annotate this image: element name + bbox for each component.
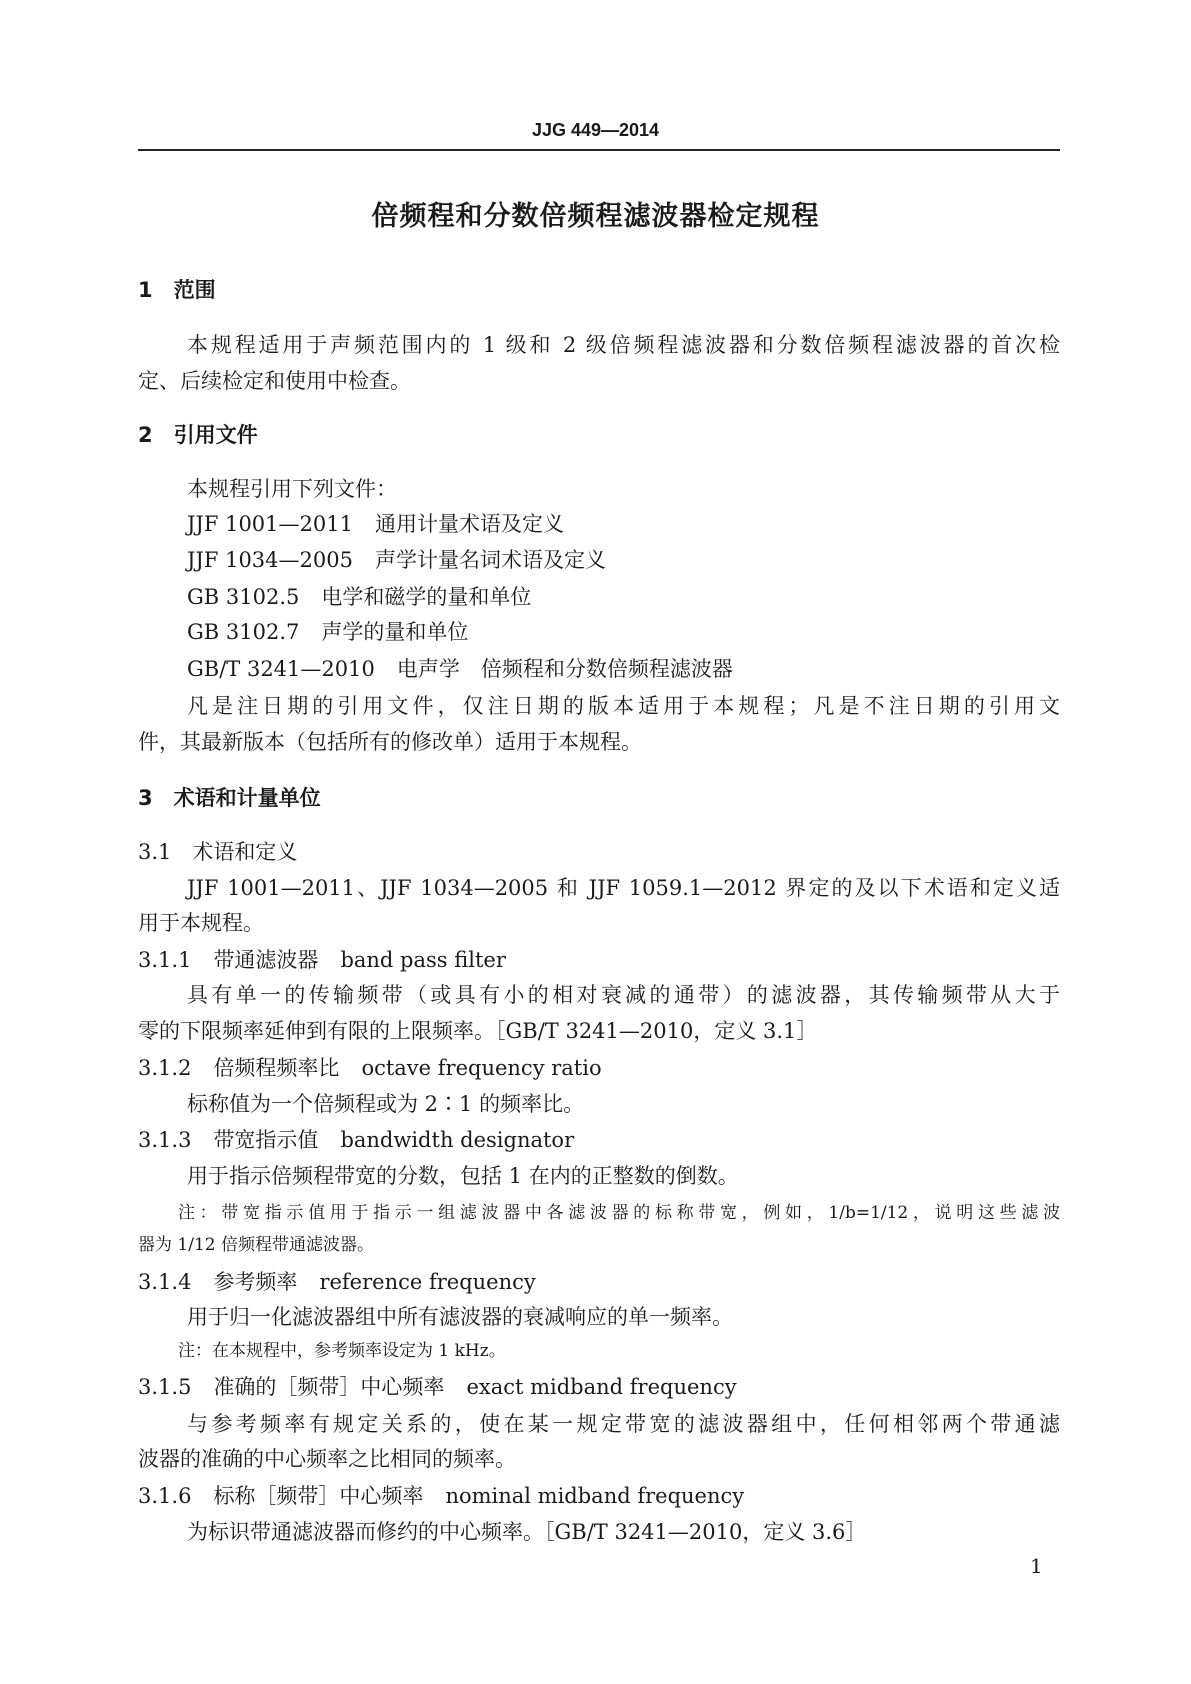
ref-name: 声学的量和单位 xyxy=(321,620,469,644)
ref-name: 通用计量术语及定义 xyxy=(374,512,564,536)
ref-name: 声学计量名词术语及定义 xyxy=(374,548,606,572)
paragraph-line: 凡是注日期的引用文件，仅注日期的版本适用于本规程；凡是不注日期的引用文 xyxy=(187,694,1060,718)
paragraph-line: 件，其最新版本（包括所有的修改单）适用于本规程。 xyxy=(138,730,642,754)
term-heading: 3.1.2 倍频程频率比 octave frequency ratio xyxy=(138,1056,602,1080)
paragraph-line: 具有单一的传输频带（或具有小的相对衰减的通带）的滤波器，其传输频带从大于 xyxy=(187,983,1060,1007)
ref-item xyxy=(187,584,1060,610)
paragraph-line: 零的下限频率延伸到有限的上限频率。［GB/T 3241—2010，定义 3.1］ xyxy=(138,1019,818,1043)
paragraph-line: 用于本规程。 xyxy=(138,911,264,935)
running-header: JJG 449—2014 xyxy=(531,120,660,140)
ref-name: 电学和磁学的量和单位 xyxy=(321,585,532,609)
paragraph-line: 与参考频率有规定关系的，使在某一规定带宽的滤波器组中，任何相邻两个带通滤 xyxy=(187,1412,1060,1436)
header-rule xyxy=(138,149,1060,151)
paragraph-line: 波器的准确的中心频率之比相同的频率。 xyxy=(138,1447,516,1471)
ref-name: 电声学 倍频程和分数倍频程滤波器 xyxy=(396,657,733,681)
term-heading: 3.1.6 标称［频带］中心频率 nominal midband frequency xyxy=(138,1484,745,1508)
paragraph-line: 本规程适用于声频范围内的 1 级和 2 级倍频程滤波器和分数倍频程滤波器的首次检 xyxy=(187,333,1060,357)
paragraph-line: 为标识带通滤波器而修约的中心频率。［GB/T 3241—2010，定义 3.6］ xyxy=(187,1520,867,1544)
paragraph-line: 用于归一化滤波器组中所有滤波器的衰减响应的单一频率。 xyxy=(187,1305,733,1329)
paragraph-line: 标称值为一个倍频程或为 2∶1 的频率比。 xyxy=(187,1092,585,1116)
paragraph-line: JJF 1001—2011、JJF 1034—2005 和 JJF 1059.1—2012 界定的及以下术语和定义适 xyxy=(187,876,1060,900)
section-1-heading: 1 范围 xyxy=(138,278,216,302)
ref-code: GB/T 3241—2010 xyxy=(187,657,375,681)
document-title: 倍频程和分数倍频程滤波器检定规程 xyxy=(371,201,820,232)
term-heading: 3.1.3 带宽指示值 bandwidth designator xyxy=(138,1128,575,1152)
paragraph-line: 用于指示倍频程带宽的分数，包括 1 在内的正整数的倒数。 xyxy=(187,1164,739,1188)
ref-item xyxy=(187,619,1060,645)
section-3-heading: 3 术语和计量单位 xyxy=(138,786,321,810)
ref-code: JJF 1034—2005 xyxy=(187,548,353,572)
ref-code: JJF 1001—2011 xyxy=(187,512,353,536)
term-heading: 3.1.5 准确的［频带］中心频率 exact midband frequency xyxy=(138,1375,737,1399)
page-number: 1 xyxy=(1030,1554,1043,1578)
note-line: 注：在本规程中，参考频率设定为 1 kHz。 xyxy=(178,1341,506,1361)
note-line: 注：带宽指示值用于指示一组滤波器中各滤波器的标称带宽，例如，1/b=1/12，说明这些滤波 xyxy=(178,1203,1060,1223)
subsection-heading: 3.1 术语和定义 xyxy=(138,840,298,864)
term-heading: 3.1.1 带通滤波器 band pass filter xyxy=(138,948,506,972)
ref-code: GB 3102.7 xyxy=(187,620,300,644)
refs-intro: 本规程引用下列文件： xyxy=(187,477,397,501)
ref-item xyxy=(187,547,1060,573)
ref-item xyxy=(187,511,1060,537)
term-heading: 3.1.4 参考频率 reference frequency xyxy=(138,1270,536,1294)
note-line: 器为 1/12 倍频程带通滤波器。 xyxy=(138,1235,374,1255)
ref-item xyxy=(187,656,1060,682)
section-2-heading: 2 引用文件 xyxy=(138,423,258,447)
ref-code: GB 3102.5 xyxy=(187,585,300,609)
paragraph-line: 定、后续检定和使用中检查。 xyxy=(138,369,411,393)
